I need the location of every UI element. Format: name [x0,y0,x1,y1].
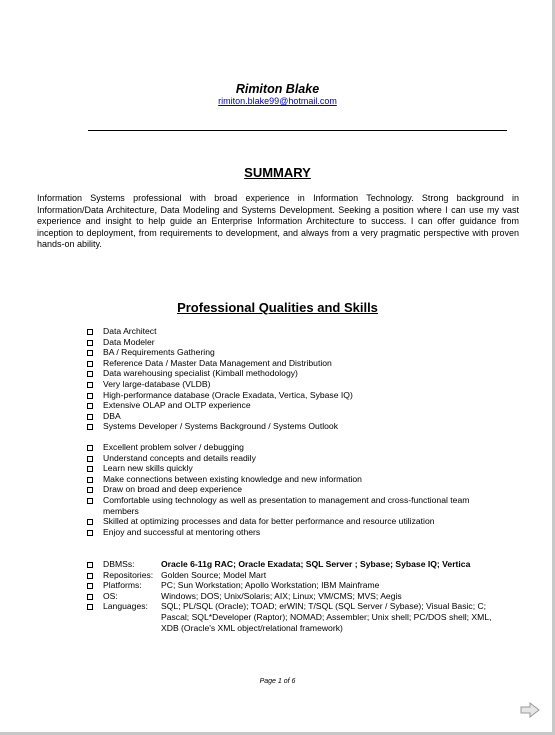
list-item [86,580,506,591]
list-item: Make connections between existing knowledge and new information [86,474,506,485]
list-item: Enjoy and successful at mentoring others [86,527,506,538]
list-item: High-performance database (Oracle Exadata, Vertica, Sybase IQ) [86,390,506,401]
list-item: Excellent problem solver / debugging [86,442,506,453]
tech-label: DBMSs: [103,559,135,569]
square-bullet-icon [87,456,93,462]
square-bullet-icon [87,530,93,536]
technical-skills-list [86,326,506,432]
list-item: Skilled at optimizing processes and data for better performance and resource utilization [86,516,506,527]
square-bullet-icon [87,573,93,579]
tech-value: PC; Sun Workstation; Apollo Workstation; IBM Mainframe [161,580,380,591]
square-bullet-icon [87,498,93,504]
resume-name: Rimiton Blake [235,82,320,96]
list-item: DBA [86,411,506,422]
square-bullet-icon [87,329,93,335]
square-bullet-icon [87,424,93,430]
list-item: Understand concepts and details readily [86,453,506,464]
next-page-arrow-icon[interactable] [519,701,541,719]
square-bullet-icon [87,403,93,409]
page-number: Page 1 of 6 [259,678,296,685]
list-item: Data Modeler [86,337,506,348]
square-bullet-icon [87,487,93,493]
list-item [86,559,506,570]
square-bullet-icon [87,393,93,399]
summary-paragraph: Information Systems professional with broad experience in Information Technology. Strong background in Information/Data Architecture, Data Modeling and Systems Development. Seeking a position where I can use my vast experience and insight to help guide an Enterprise Information Architecture to success. I can offer guidance from inception to deployment, from requirements to development, and always from a very pragmatic perspective with proven hands-on ability. [37,193,519,249]
square-bullet-icon [87,414,93,420]
square-bullet-icon [87,371,93,377]
list-item [86,601,506,633]
list-item: Draw on broad and deep experience [86,484,506,495]
square-bullet-icon [87,382,93,388]
email-link[interactable]: rimiton.blake99@hotmail.com [218,96,337,106]
skills-heading: Professional Qualities and Skills [177,300,378,315]
square-bullet-icon [87,466,93,472]
list-item: Extensive OLAP and OLTP experience [86,400,506,411]
tech-label: Repositories: [103,569,154,580]
tech-label: Platforms: [103,580,142,591]
square-bullet-icon [87,361,93,367]
header-divider [88,130,507,131]
square-bullet-icon [87,594,93,600]
square-bullet-icon [87,340,93,346]
list-item: Data warehousing specialist (Kimball methodology) [86,368,506,379]
list-item: Very large-database (VLDB) [86,379,506,390]
list-item: Systems Developer / Systems Background / Systems Outlook [86,421,506,432]
tech-label: Languages: [103,601,148,612]
list-item: Comfortable using technology as well as presentation to management and cross-functional team members [86,495,506,516]
list-item [86,591,506,602]
tech-value: SQL; PL/SQL (Oracle); TOAD; erWIN; T/SQL (SQL Server / Sybase); Visual Basic; C; Pascal; SQL*Developer (Raptor); NOMAD; Assembler; Unix shell; PC/DOS shell; XML, XDB (Oracle's XML object/relational framework) [161,601,492,633]
tech-value: Oracle 6-11g RAC; Oracle Exadata; SQL Server ; Sybase; Sybase IQ; Vertica [161,559,471,569]
list-item: Learn new skills quickly [86,463,506,474]
square-bullet-icon [87,519,93,525]
square-bullet-icon [87,350,93,356]
list-item [86,570,506,581]
square-bullet-icon [87,562,93,568]
tech-label: OS: [103,590,118,601]
square-bullet-icon [87,445,93,451]
square-bullet-icon [87,477,93,483]
list-item: Reference Data / Master Data Management and Distribution [86,358,506,369]
summary-heading: SUMMARY [244,165,311,180]
list-item: Data Architect [86,326,506,337]
square-bullet-icon [87,604,93,610]
square-bullet-icon [87,583,93,589]
list-item: BA / Requirements Gathering [86,347,506,358]
tech-value: Golden Source; Model Mart [161,569,267,580]
personal-qualities-list [86,442,506,537]
tech-value: Windows; DOS; Unix/Solaris; AIX; Linux; VM/CMS; MVS; Aegis [161,590,402,601]
technologies-list [86,559,506,633]
